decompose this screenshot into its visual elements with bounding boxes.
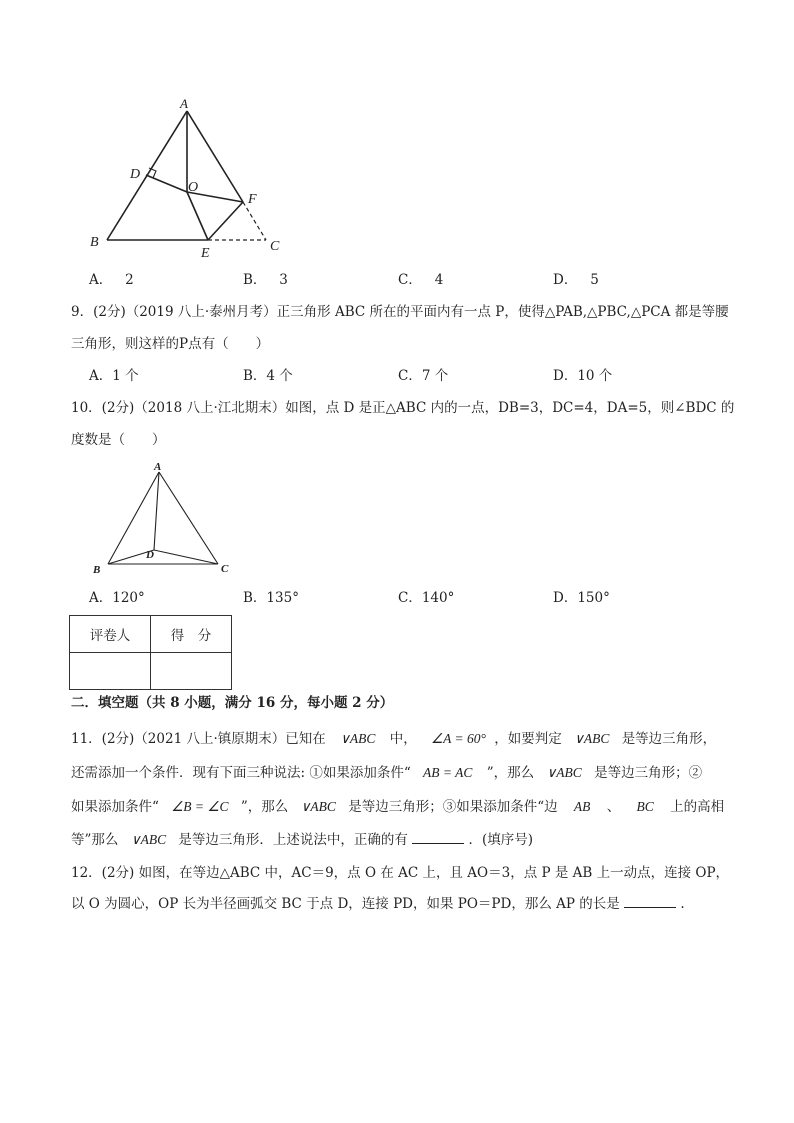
q11-condition-angle-b-eq-c: ∠B = ∠C [171,799,229,814]
label-c: C [270,239,280,254]
q11-side-bc: BC [636,799,654,814]
label-d: D [146,549,154,561]
q9-stem-line-1: 9．(2分)（2019 八上·泰州月考）正三角形 ABC 所在的平面内有一点 P，使得△PAB,△PBC,△PCA 都是等腰 [71,304,729,320]
label-f: F [248,192,257,207]
label-o: O [188,180,199,195]
q10-option-d[interactable]: D．150° [553,590,610,606]
q12-text: . [680,896,685,912]
q12-text: 以 O 为圆心，OP 长为半径画弧交 BC 于点 D，连接 PD，如果 PO＝PD，那么 AP 的长是 [71,896,620,912]
q11-answer-blank[interactable] [412,829,464,844]
score-table [69,615,232,690]
label-d: D [130,167,141,182]
q8-option-d[interactable]: D． 5 [553,272,599,288]
q11-text: 是等边三角形；② [594,765,703,781]
q11-text: 、 [606,799,621,815]
q9-option-c[interactable]: C．7 个 [398,368,449,384]
q11-triangle-abc: ∨ABC [300,799,336,814]
score-table-grader-header: 评卷人 [70,616,151,653]
q10-option-a[interactable]: A．120° [89,590,145,606]
q9-option-d[interactable]: D．10 个 [553,368,613,384]
q11-text: 中， [389,731,417,747]
q11-line-3 [71,797,724,817]
q9-option-b[interactable]: B．4 个 [243,368,293,384]
q9-stem-line-2: 三角形，则这样的P点有（ ） [71,336,270,352]
section-2-heading: 二．填空题（共 8 小题，满分 16 分，每小题 2 分） [71,695,394,711]
q11-text: ，如要判定 [494,731,562,747]
q11-triangle-abc: ∨ABC [546,765,582,780]
q8-option-a[interactable]: A． 2 [89,272,134,288]
label-b: B [93,564,101,576]
label-a: A [180,96,188,111]
score-table-grader-cell[interactable] [70,653,151,690]
q11-text: 是等边三角形， [621,731,717,747]
question-10-figure [88,460,238,580]
segment-fc-dashed [243,202,266,240]
q11-text: ”，那么 [486,765,535,781]
label-a: A [154,461,162,473]
q11-angle-a-formula: ∠A = 60° [431,731,486,746]
q11-text: 还需添加一个条件．现有下面三种说法: ①如果添加条件“ [71,765,411,781]
q12-stem-line-2 [71,893,685,914]
q11-triangle-abc: ∨ABC [574,731,610,746]
q11-triangle-abc: ∨ABC [340,731,376,746]
q11-triangle-abc: ∨ABC [130,832,167,847]
score-table-score-header: 得 分 [151,616,232,653]
question-8-figure [80,95,300,260]
q11-text: 上的高相 [670,799,725,815]
score-table-score-cell[interactable] [151,653,232,690]
q11-text: 等”那么 [71,832,119,848]
q11-text: 如果添加条件“ [71,799,159,815]
segment-cd [154,550,218,564]
q11-text: ．(填序号) [468,832,534,848]
q12-answer-blank[interactable] [624,893,676,908]
label-b: B [90,235,99,250]
q8-option-c[interactable]: C． 4 [398,272,444,288]
q8-option-b[interactable]: B． 3 [243,272,288,288]
segment-oe [187,192,208,240]
q10-stem-line-2: 度数是（ ） [71,432,166,448]
q12-stem-line-1: 12．(2分) 如图，在等边△ABC 中，AC＝9，点 O 在 AC 上，且 AO＝3，点 P 是 AB 上一动点，连接 OP， [71,865,730,881]
q11-side-ab: AB [573,799,591,814]
segment-ef [208,202,243,240]
q11-text: 是等边三角形；③如果添加条件“边 [348,799,558,815]
segment-ad [154,472,159,550]
q11-line-4 [71,829,533,850]
segment-do [146,175,187,192]
q11-line-2 [71,763,702,783]
q11-text: ”，那么 [240,799,289,815]
q11-text: 是等边三角形．上述说法中，正确的有 [178,832,408,848]
q11-text: 11．(2分)（2021 八上·镇原期末）已知在 [71,731,326,747]
label-c: C [221,563,229,575]
segment-ac [159,472,218,564]
q9-option-a[interactable]: A．1 个 [89,368,139,384]
q10-option-b[interactable]: B．135° [243,590,299,606]
q11-condition-ab-eq-ac: AB = AC [423,765,473,780]
label-e: E [201,246,210,260]
q11-line-1 [71,729,716,749]
q10-stem-line-1: 10．(2分)（2018 八上·江北期末）如图，点 D 是正△ABC 内的一点，DB=3，DC=4，DA=5，则∠BDC 的 [71,400,735,416]
q10-option-c[interactable]: C．140° [398,590,455,606]
